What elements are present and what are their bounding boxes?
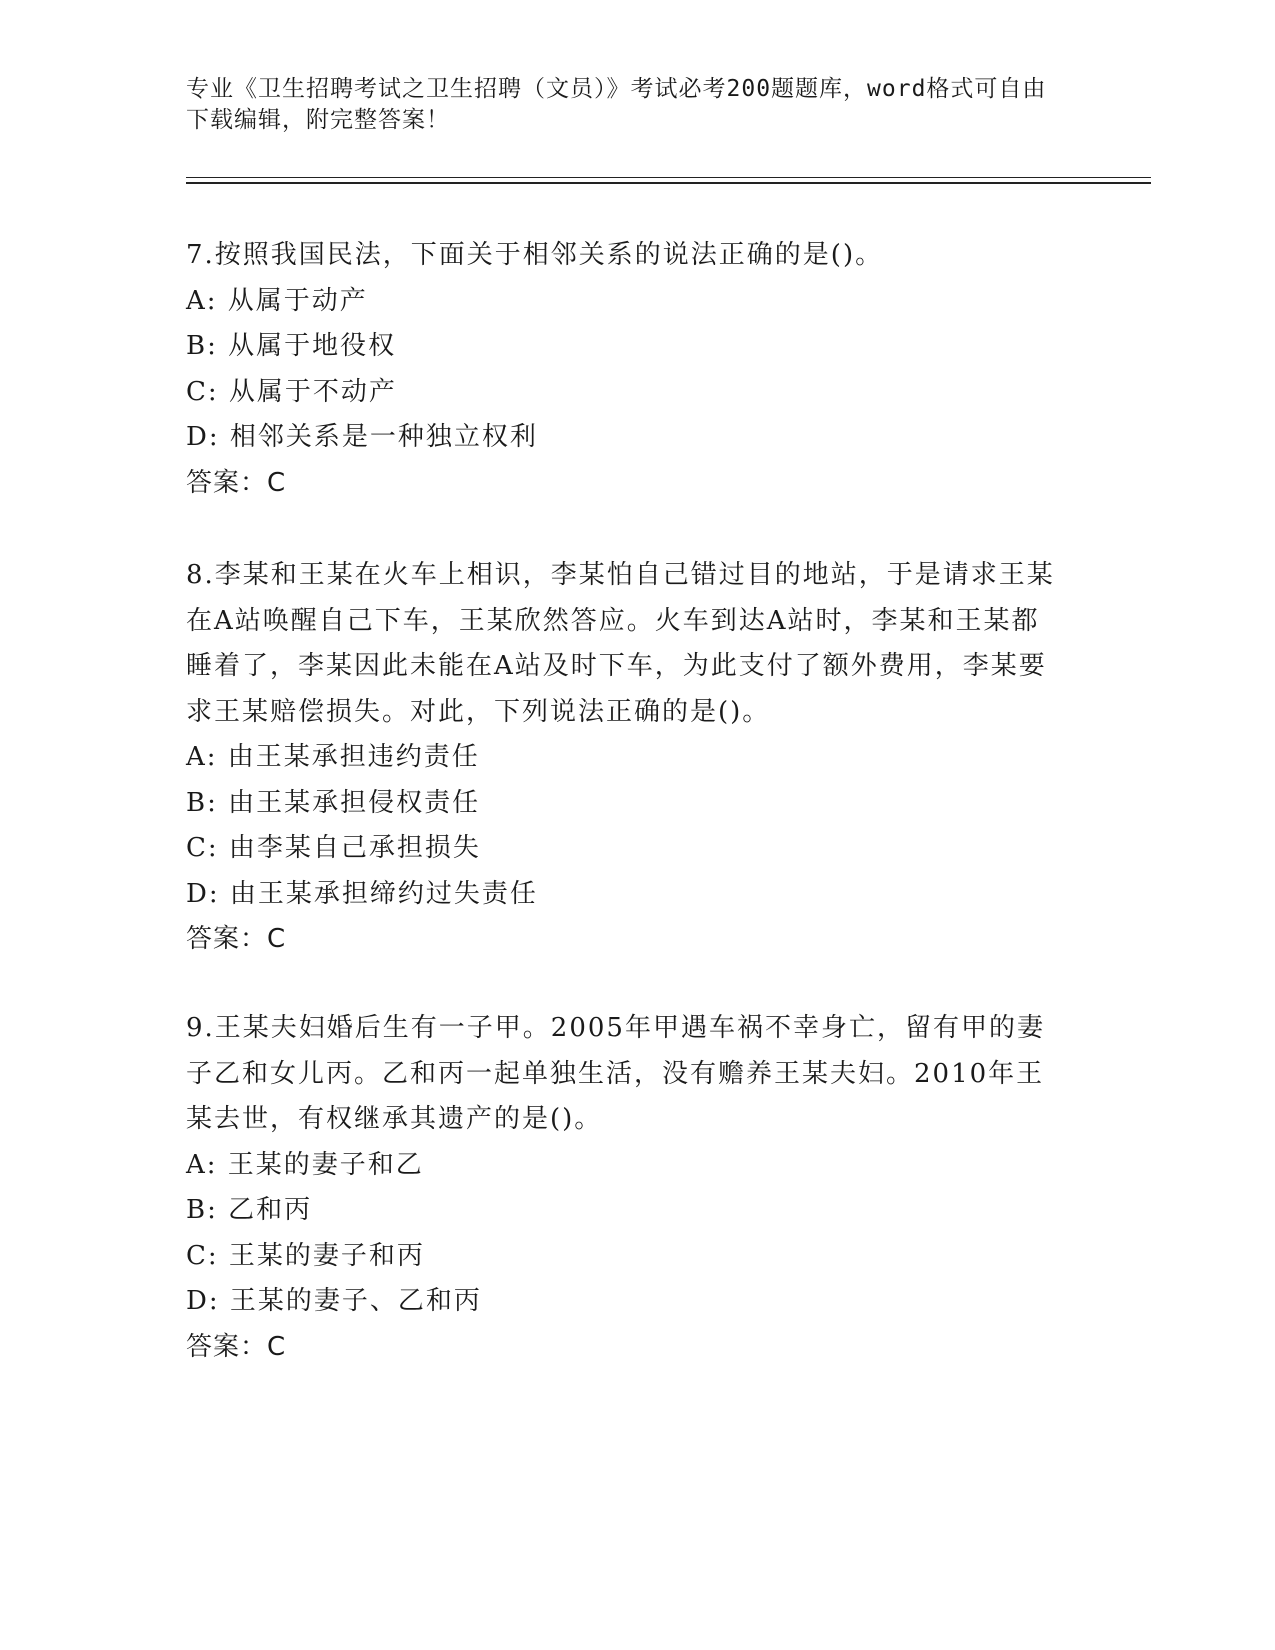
question-8 (186, 553, 1066, 963)
option-d: D: 由王某承担缔约过失责任 (186, 878, 538, 909)
option-a: A: 从属于动产 (186, 285, 368, 316)
question-stem: 9.王某夫妇婚后生有一子甲。2005年甲遇车祸不幸身亡，留有甲的妻子乙和女儿丙。乙和丙一起单独生活，没有赡养王某夫妇。2010年王某去世，有权继承其遗产的是()。 (186, 1013, 1045, 1134)
question-stem: 7.按照我国民法，下面关于相邻关系的说法正确的是()。 (186, 240, 884, 270)
option-d: D: 王某的妻子、乙和丙 (186, 1286, 482, 1316)
option-b: B: 乙和丙 (186, 1195, 313, 1225)
document-header: 专业《卫生招聘考试之卫生招聘（文员）》考试必考200题题库，word格式可自由下载编辑，附完整答案！ (186, 76, 1047, 133)
option-b: B: 从属于地役权 (186, 331, 397, 361)
option-a: A: 王某的妻子和乙 (186, 1149, 424, 1180)
question-stem: 8.李某和王某在火车上相识，李某怕自己错过目的地站，于是请求王某在A站唤醒自己下车，王某欣然答应。火车到达A站时，李某和王某都睡着了，李某因此未能在A站及时下车，为此支付了额外费用，李某要求王某赔偿损失。对此，下列说法正确的是()。 (186, 560, 1055, 727)
option-c: C: 从属于不动产 (186, 376, 397, 407)
answer: 答案：C (186, 924, 287, 954)
option-a: A: 由王某承担违约责任 (186, 742, 480, 772)
question-9 (186, 1006, 1066, 1370)
answer: 答案：C (186, 467, 287, 498)
header-divider-thick (186, 182, 1151, 184)
option-c: C: 王某的妻子和丙 (186, 1240, 425, 1271)
option-c: C: 由李某自己承担损失 (186, 833, 481, 863)
answer: 答案：C (186, 1331, 287, 1362)
question-7 (186, 233, 1066, 506)
option-d: D: 相邻关系是一种独立权利 (186, 422, 538, 452)
header-divider-thin (186, 177, 1151, 178)
option-b: B: 由王某承担侵权责任 (186, 787, 481, 818)
